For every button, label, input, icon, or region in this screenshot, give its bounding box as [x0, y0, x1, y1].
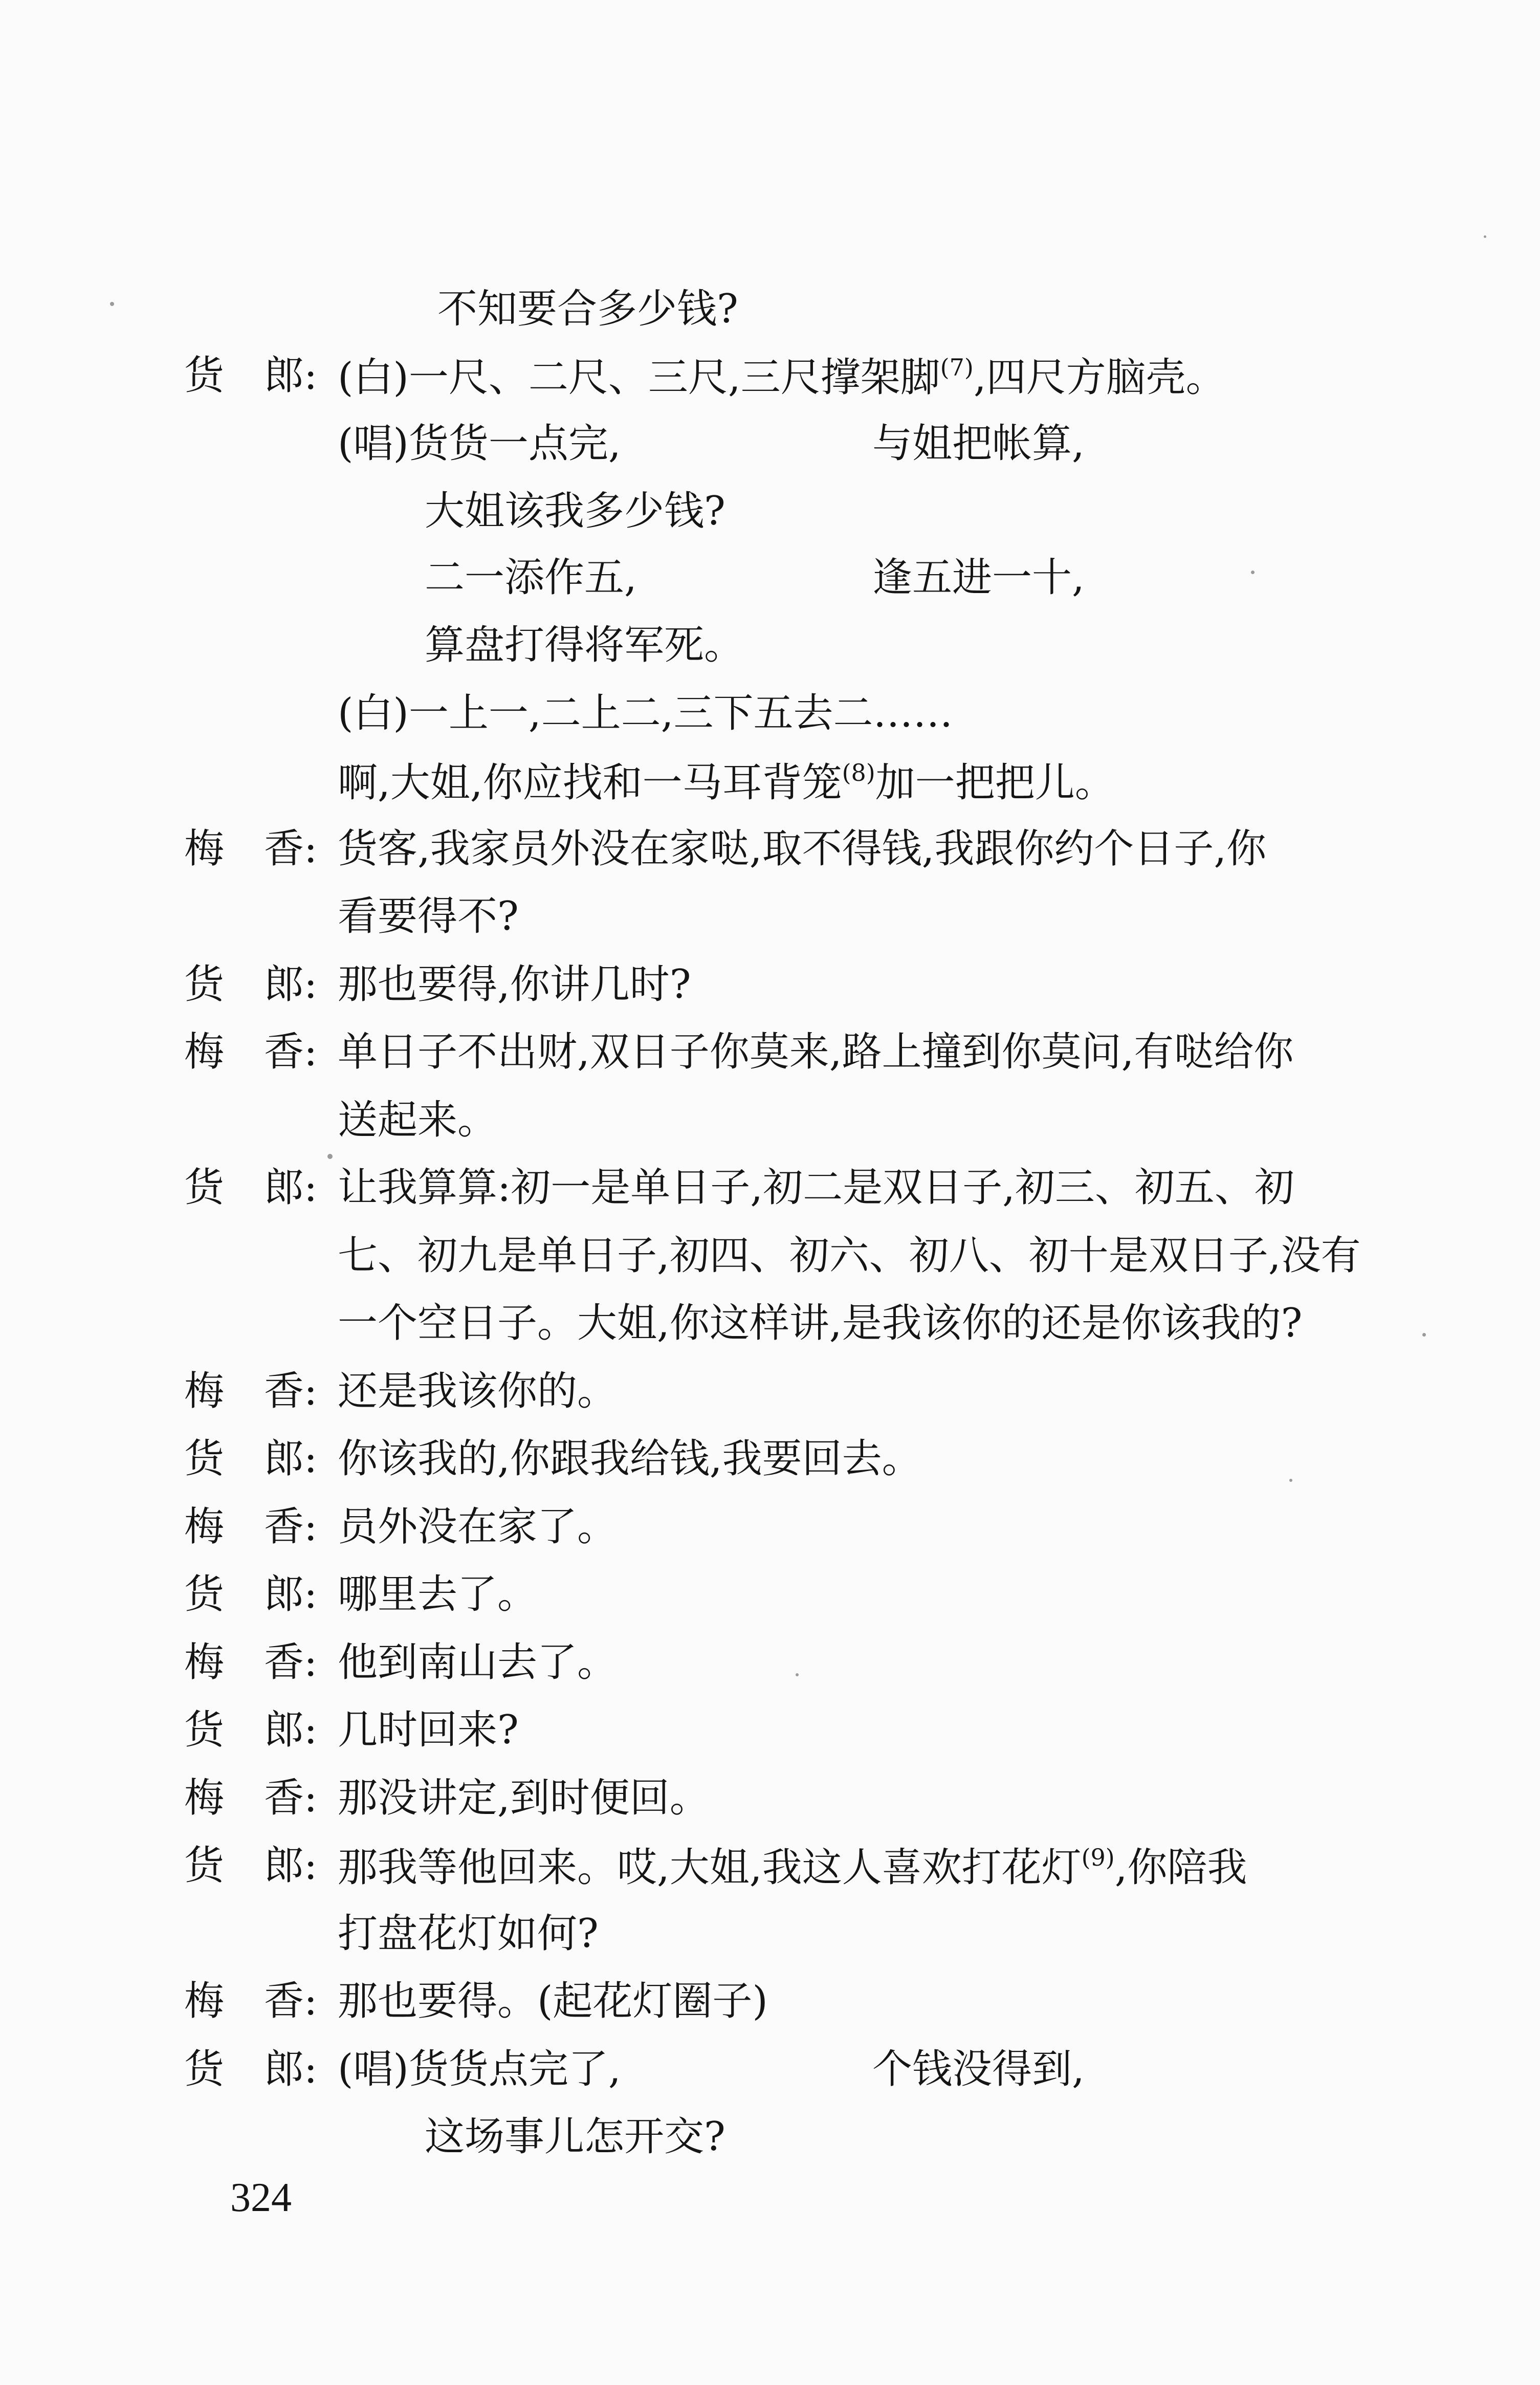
verse-line: 这场事儿怎开交? — [425, 2114, 725, 2160]
dialogue-text: 啊,大姐,你应找和一马耳背笼 — [338, 760, 842, 806]
verse-line: 与姐把帐算, — [872, 421, 1085, 467]
dialogue-line — [338, 759, 1115, 806]
dialogue-line — [338, 1844, 1247, 1891]
verse-line: 不知要合多少钱? — [437, 286, 738, 332]
speaker-label: 货 郎: — [184, 2046, 318, 2092]
scan-speck — [1422, 1333, 1426, 1337]
verse-line: 逢五进一十, — [872, 555, 1085, 601]
verse-line: 大姐该我多少钱? — [425, 488, 725, 534]
footnote-marker: (9) — [1081, 1844, 1115, 1871]
verse-line: 二一添作五, — [425, 555, 637, 601]
footnote-marker: (7) — [940, 354, 974, 381]
dialogue-text: (白)一尺、二尺、三尺,三尺撑架脚 — [338, 355, 940, 401]
speaker-label: 货 郎: — [184, 1165, 318, 1211]
dialogue-line: 送起来。 — [338, 1097, 498, 1143]
speaker-label: 梅 香: — [184, 1504, 318, 1550]
dialogue-text: ,你陪我 — [1114, 1845, 1247, 1891]
dialogue-line: 一个空日子。大姐,你这样讲,是我该你的还是你该我的? — [338, 1300, 1303, 1346]
dialogue-line: 打盘花灯如何? — [338, 1911, 599, 1957]
speaker-label: 货 郎: — [184, 961, 318, 1008]
dialogue-line: 那没讲定,到时便回。 — [338, 1775, 710, 1821]
dialogue-line: 货客,我家员外没在家哒,取不得钱,我跟你约个日子,你 — [338, 826, 1267, 872]
scan-speck — [110, 302, 114, 306]
verse-line: (唱)货货点完了, — [338, 2046, 621, 2092]
speaker-label: 货 郎: — [184, 1436, 318, 1482]
speaker-label: 梅 香: — [184, 826, 318, 872]
speaker-label: 货 郎: — [184, 1571, 318, 1617]
scan-speck — [1289, 1479, 1292, 1482]
dialogue-line: 几时回来? — [338, 1707, 519, 1753]
verse-line: 个钱没得到, — [872, 2046, 1085, 2092]
dialogue-text: ,四尺方脑壳。 — [973, 355, 1226, 401]
dialogue-line: 他到南山去了。 — [338, 1639, 618, 1686]
dialogue-line: 七、初九是单日子,初四、初六、初八、初十是双日子,没有 — [338, 1233, 1361, 1279]
speaker-label: 梅 香: — [184, 1978, 318, 2024]
dialogue-line: 还是我该你的。 — [338, 1368, 618, 1414]
scan-speck — [327, 1154, 333, 1159]
dialogue-line: 那也要得。(起花灯圈子) — [338, 1978, 768, 2024]
dialogue-line: (白)一上一,二上二,三下五去二…… — [338, 690, 953, 736]
dialogue-line: 你该我的,你跟我给钱,我要回去。 — [338, 1436, 922, 1482]
speaker-label: 梅 香: — [184, 1368, 318, 1414]
verse-line: 算盘打得将军死。 — [425, 622, 744, 668]
footnote-marker: (8) — [842, 759, 875, 786]
dialogue-line: 让我算算:初一是单日子,初二是双日子,初三、初五、初 — [338, 1165, 1294, 1211]
speaker-label: 梅 香: — [184, 1029, 318, 1075]
dialogue-text: 加一把把儿。 — [875, 760, 1115, 806]
dialogue-line — [338, 354, 1226, 401]
dialogue-line: 那也要得,你讲几时? — [338, 961, 691, 1008]
dialogue-line: 员外没在家了。 — [338, 1504, 618, 1550]
verse-line: (唱)货货一点完, — [338, 421, 621, 467]
speaker-label: 梅 香: — [184, 1639, 318, 1686]
scan-speck — [1251, 571, 1255, 574]
speaker-label: 货 郎: — [184, 353, 318, 399]
dialogue-line: 哪里去了。 — [338, 1571, 538, 1617]
scan-speck — [796, 1673, 799, 1676]
speaker-label: 货 郎: — [184, 1843, 318, 1889]
page-number: 324 — [230, 2175, 292, 2220]
speaker-label: 梅 香: — [184, 1775, 318, 1821]
dialogue-text: 那我等他回来。哎,大姐,我这人喜欢打花灯 — [338, 1845, 1082, 1891]
scan-speck — [1484, 235, 1486, 238]
speaker-label: 货 郎: — [184, 1707, 318, 1753]
dialogue-line: 单日子不出财,双日子你莫来,路上撞到你莫问,有哒给你 — [338, 1029, 1294, 1075]
dialogue-line: 看要得不? — [338, 893, 519, 939]
